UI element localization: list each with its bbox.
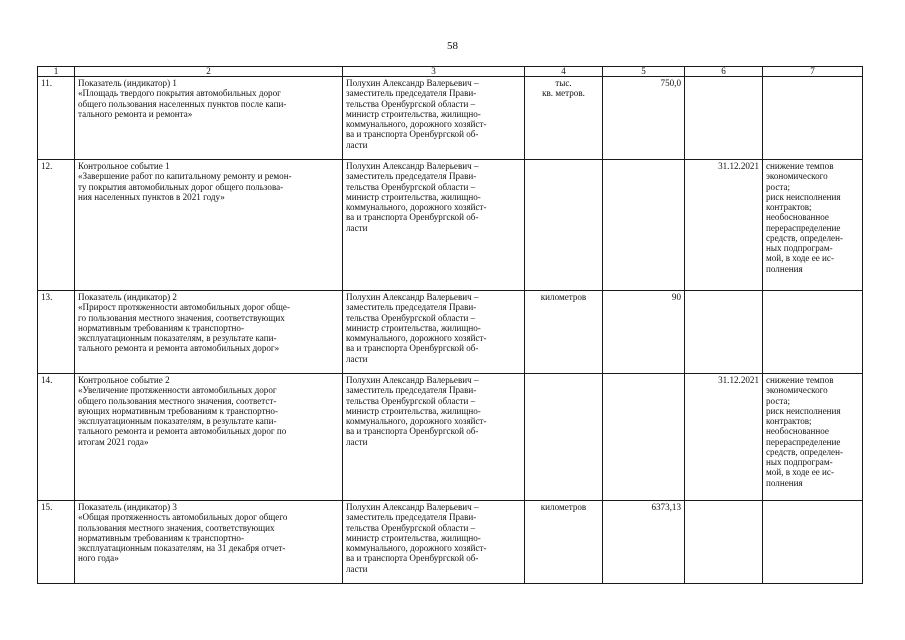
table-row [38,160,863,291]
row-risks [763,501,863,584]
row-number: 15. [38,501,75,584]
row-value [603,160,685,291]
row-responsible: Полухин Александр Валерьевич – заместитель председателя Прави- тельства Оренбургской области – министр строительства, жилищно- коммунального, дорожного хозяйст- ва и транспорта Оренбургской об- ласти [343,501,525,584]
row-number: 13. [38,291,75,374]
table-row [38,501,863,584]
column-header-4: 4 [525,67,603,77]
row-risks: снижение темпов экономического роста; риск неисполнения контрактов; необоснованное перераспределение средств, определен- ных подпрограм- мой, в ходе ее ис- полнения [763,160,863,291]
row-unit [525,374,603,501]
row-value: 6373,13 [603,501,685,584]
row-number: 14. [38,374,75,501]
table-row [38,77,863,160]
row-value: 90 [603,291,685,374]
column-header-2: 2 [75,67,343,77]
row-unit: тыс. кв. метров. [525,77,603,160]
column-header-6: 6 [685,67,763,77]
row-responsible: Полухин Александр Валерьевич – заместитель председателя Прави- тельства Оренбургской области – министр строительства, жилищно- коммунального, дорожного хозяйст- ва и транспорта Оренбургской об- ласти [343,77,525,160]
row-responsible: Полухин Александр Валерьевич – заместитель председателя Прави- тельства Оренбургской области – министр строительства, жилищно- коммунального, дорожного хозяйст- ва и транспорта Оренбургской об- ласти [343,160,525,291]
row-number: 11. [38,77,75,160]
row-date [685,501,763,584]
row-name: Показатель (индикатор) 3 «Общая протяженность автомобильных дорог общего пользования местного значения, соответствующих нормативным требованиям к транспортно- эксплуатационным показателям, на 31 декабря отчет- ного года» [75,501,343,584]
row-date: 31.12.2021 [685,160,763,291]
row-name: Контрольное событие 1 «Завершение работ по капитальному ремонту и ремон- ту покрытия автомобильных дорог общего пользова- ния населенных пунктов в 2021 году» [75,160,343,291]
row-name: Контрольное событие 2 «Увеличение протяженности автомобильных дорог общего пользования местного значения, соответст- вующих нормативным требованиям к транспортно- эксплуатационным показателям, в результате капи- тального ремонта и ремонта автомобильных дорог по итогам 2021 года» [75,374,343,501]
column-number-row [38,67,863,77]
row-value: 750,0 [603,77,685,160]
column-header-1: 1 [38,67,75,77]
row-value [603,374,685,501]
column-header-5: 5 [603,67,685,77]
row-date [685,77,763,160]
row-date [685,291,763,374]
row-responsible: Полухин Александр Валерьевич – заместитель председателя Прави- тельства Оренбургской области – министр строительства, жилищно- коммунального, дорожного хозяйст- ва и транспорта Оренбургской об- ласти [343,291,525,374]
table-row [38,291,863,374]
row-date: 31.12.2021 [685,374,763,501]
row-number: 12. [38,160,75,291]
column-header-7: 7 [763,67,863,77]
row-name: Показатель (индикатор) 2 «Прирост протяженности автомобильных дорог обще- го пользования местного значения, соответствующих нормативным требованиям к транспортно- эксплуатационным показателям, в результате капи- тального ремонта и ремонта автомобильных дорог» [75,291,343,374]
row-name: Показатель (индикатор) 1 «Площадь твердого покрытия автомобильных дорог общего пользования населенных пунктов после капи- тального ремонта и ремонта» [75,77,343,160]
row-unit: километров [525,501,603,584]
table-row [38,374,863,501]
row-responsible: Полухин Александр Валерьевич – заместитель председателя Прави- тельства Оренбургской области – министр строительства, жилищно- коммунального, дорожного хозяйст- ва и транспорта Оренбургской об- ласти [343,374,525,501]
plan-table [37,66,863,584]
row-risks [763,291,863,374]
row-unit [525,160,603,291]
row-risks: снижение темпов экономического роста; риск неисполнения контрактов; необоснованное перераспределение средств, определен- ных подпрограм- мой, в ходе ее ис- полнения [763,374,863,501]
row-risks [763,77,863,160]
page-number: 58 [447,40,458,52]
row-unit: километров [525,291,603,374]
column-header-3: 3 [343,67,525,77]
